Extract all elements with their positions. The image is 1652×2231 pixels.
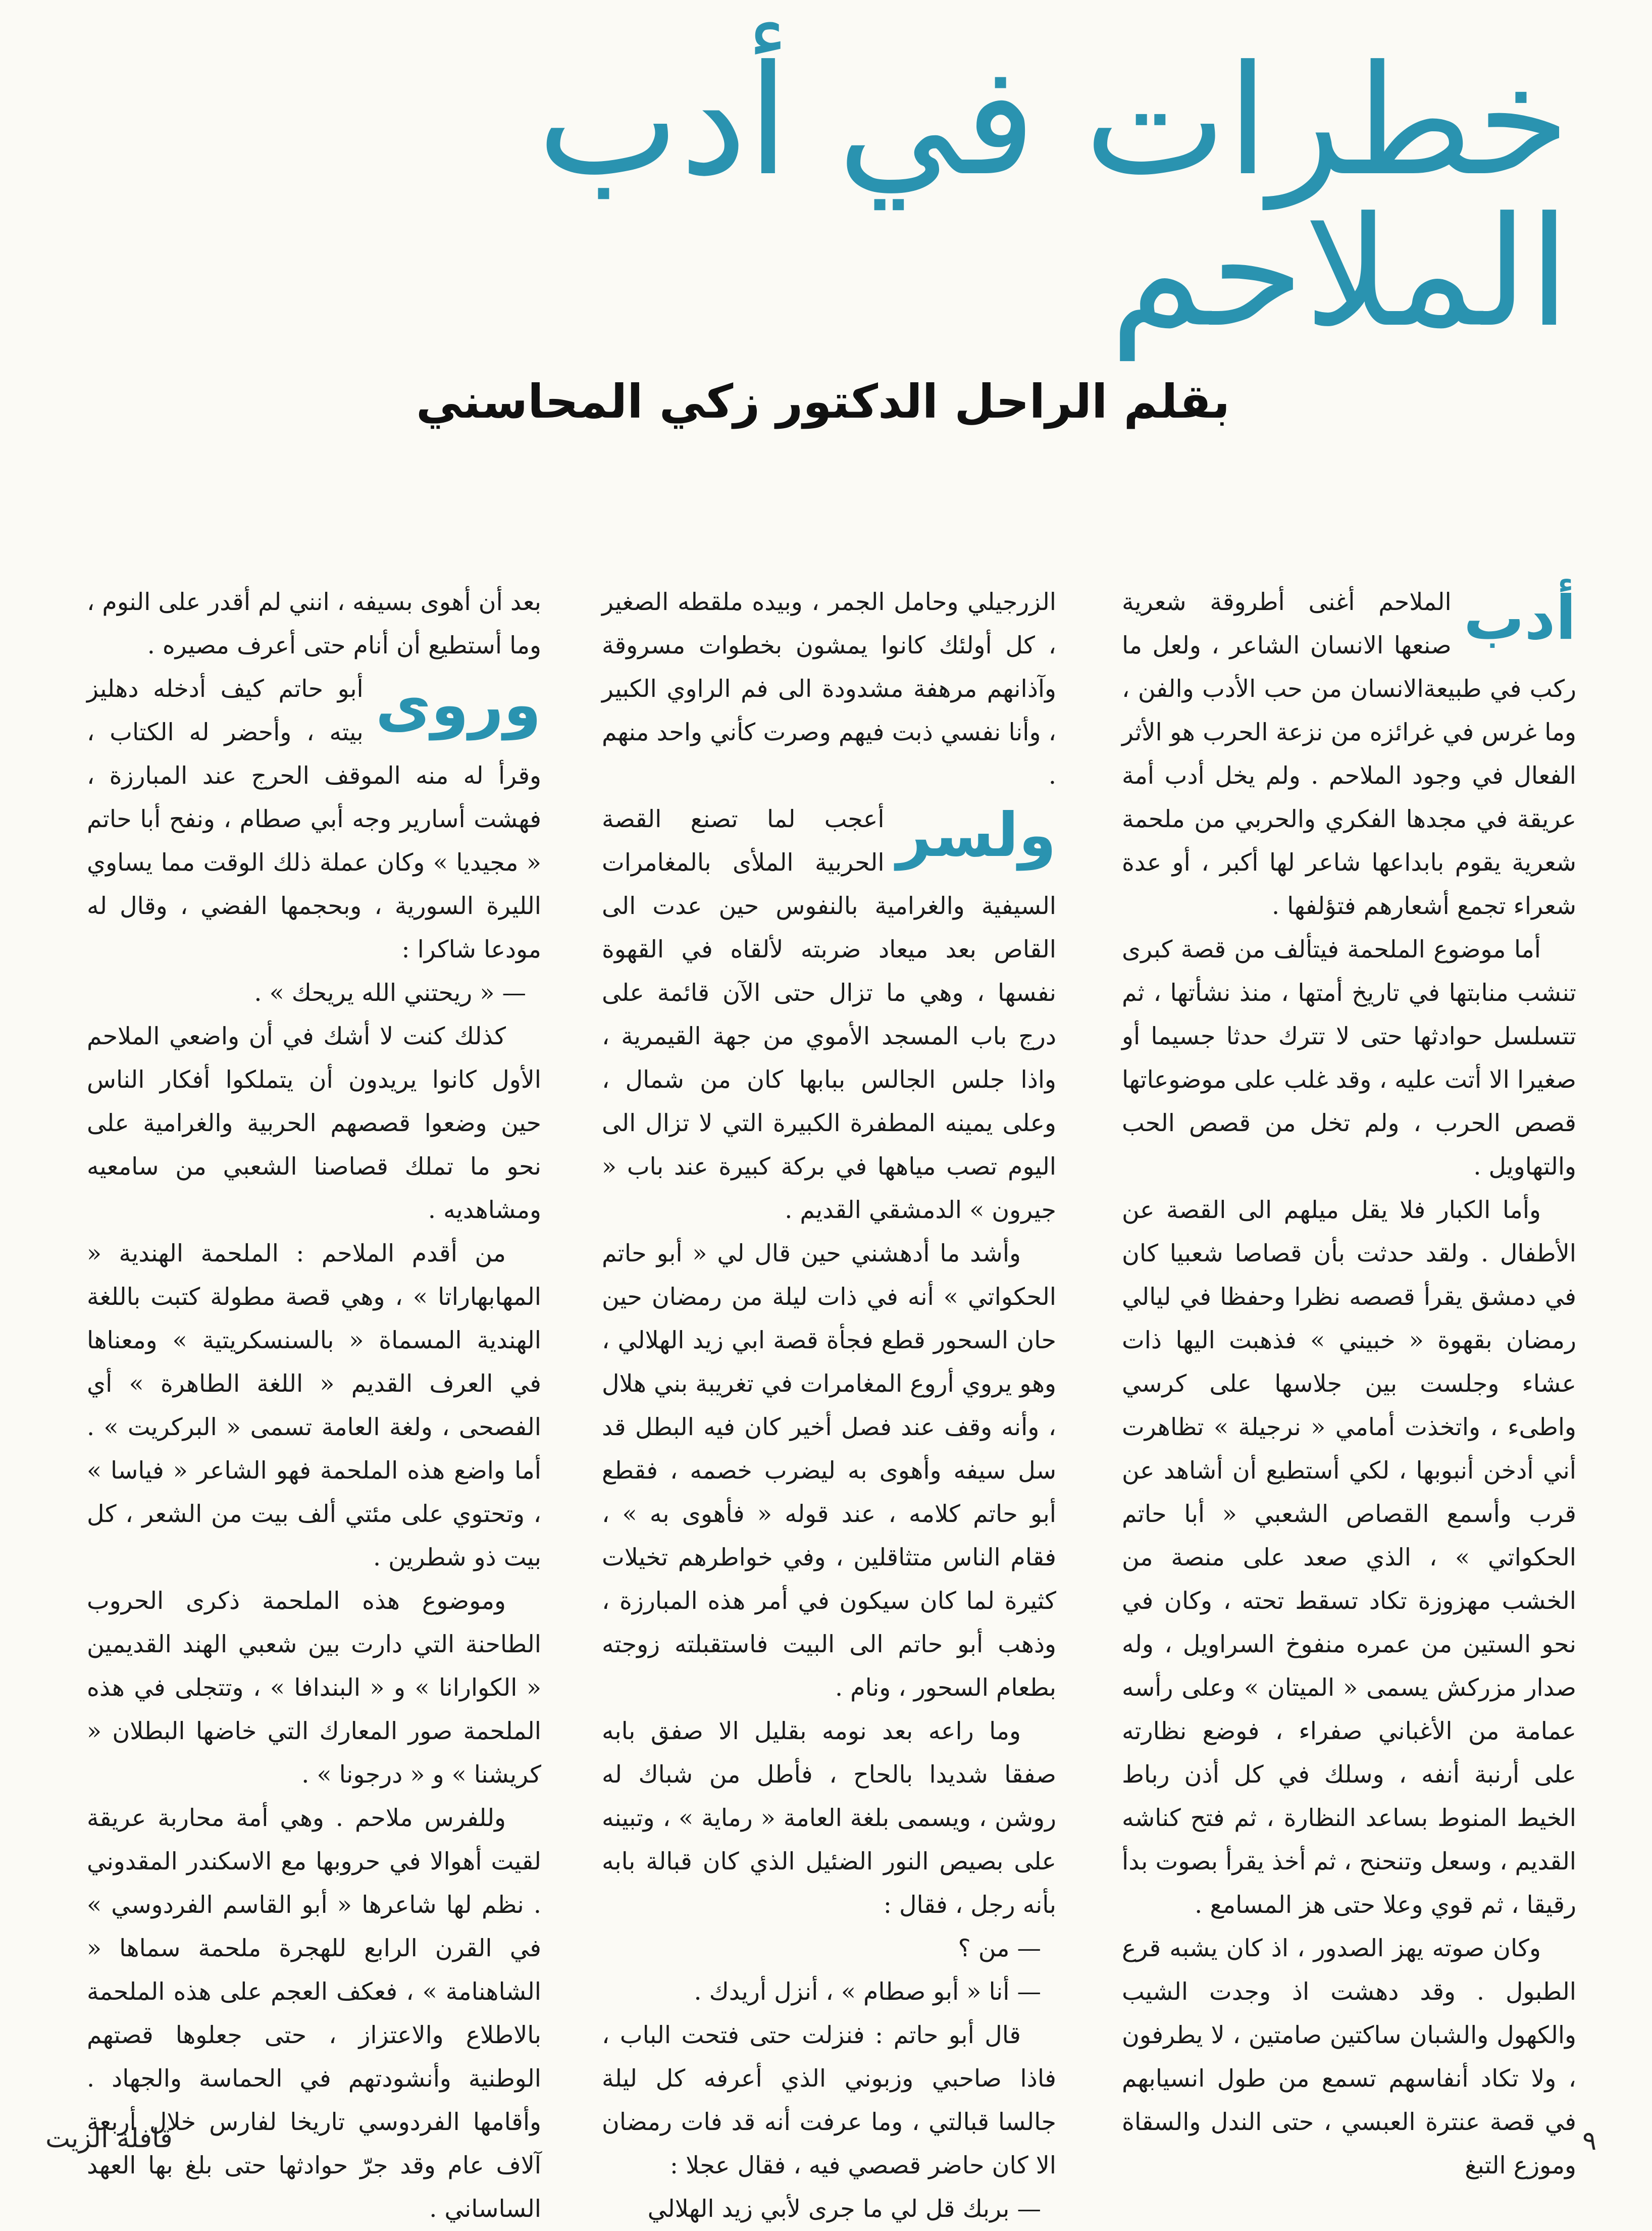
paragraph — [87, 1015, 541, 1232]
paragraph — [602, 2188, 1056, 2231]
paragraph — [87, 1797, 541, 2231]
paragraph-text: أبو حاتم كيف أدخله دهليز بيته ، وأحضر له الكتاب ، وقرأ له منه الموقف الحرج عند المبارزة ، فهشت أسارير وجه أبي صطام ، ونفح أبا حاتم « مجيديا » وكان عملة ذلك الوقت مما يساوي الليرة السورية ، وبحجمها الفضي ، وقال له مودعا شاكرا : — [87, 675, 541, 964]
paragraph-text: وكان صوته يهز الصدور ، اذ كان يشبه قرع الطبول . وقد دهشت اذ وجدت الشيب والكهول والشبان ساكتين صامتين ، لا يطرفون ، ولا تكاد أنفاسهم تسمع من طول انسيابهم في قصة عنترة العبسي ، حتى الندل والسقاة وموزع التبغ — [1122, 1935, 1576, 2179]
paragraph-text: الزرجيلي وحامل الجمر ، وبيده ملقطه الصغير ، كل أولئك كانوا يمشون بخطوات مسروقة وآذانهم مرهفة مشدودة الى فم الراوي الكبير ، وأنا نفسي ذبت فيهم وصرت كأني واحد منهم . — [602, 588, 1056, 790]
paragraph — [602, 2014, 1056, 2188]
paragraph — [87, 581, 541, 668]
paragraph-text: وأشد ما أدهشني حين قال لي « أبو حاتم الحكواتي » أنه في ذات ليلة من رمضان حين حان السحور قطع فجأة قصة ابي زيد الهلالي ، وهو يروي أروع المغامرات في تغريبة بني هلال ، وأنه وقف عند فصل أخير كان فيه البطل قد سل سيفه وأهوى به ليضرب خصمه ، فقطع أبو حاتم كلامه ، عند قوله « فأهوى به » ، فقام الناس متثاقلين ، وفي خواطرهم تخيلات كثيرة لما كان سيكون في أمر هذه المبارزة ، وذهب أبو حاتم الى البيت فاستقبلته زوجته بطعام السحور ، ونام . — [602, 1240, 1056, 1702]
paragraph — [1122, 1927, 1576, 2188]
paragraph — [87, 1580, 541, 1797]
paragraph — [602, 798, 1056, 1232]
paragraph-text: بعد أن أهوى بسيفه ، انني لم أقدر على النوم ، وما أستطيع أن أنام حتى أعرف مصيره . — [87, 588, 541, 660]
article-title: خطرات في أدب الملاحم — [537, 33, 1570, 361]
paragraph — [602, 1970, 1056, 2014]
paragraph-text: قال أبو حاتم : فنزلت حتى فتحت الباب ، فاذا صاحبي وزبوني الذي أعرفه كل ليلة جالسا قبالتي ، وما عرفت أنه قد فات رمضان الا كان حاضر قصصي فيه ، فقال عجلا : — [602, 2021, 1056, 2179]
paragraph — [87, 1232, 541, 1580]
paragraph — [1122, 581, 1576, 928]
paragraph-text: أما موضوع الملحمة فيتألف من قصة كبرى تنشب منابتها في تاريخ أمتها ، منذ نشأتها ، ثم تتسلسل حوادثها حتى لا تترك حدثا جسيما أو صغيرا الا أتت عليه ، وقد غلب على موضوعاتها قصص الحرب ، ولم تخل من قصص الحب والتهاويل . — [1122, 936, 1576, 1181]
paragraph-text: الملاحم أغنى أطروقة شعرية صنعها الانسان الشاعر ، ولعل ما ركب في طبيعةالانسان من حب الأدب والفن ، وما غرس في غرائزه من نزعة الحرب هو الأثر الفعال في وجود الملاحم . ولم يخل أدب أمة عريقة في مجدها الفكري والحربي من ملحمة شعرية يقوم بابداعها شاعر لها أكبر ، أو عدة شعراء تجمع أشعارهم فتؤلفها . — [1122, 588, 1576, 920]
paragraph — [602, 1927, 1056, 1970]
paragraph — [1122, 1189, 1576, 1927]
paragraph — [602, 1232, 1056, 1710]
paragraph-text: أعجب لما تصنع القصة الحربية الملأى بالمغامرات السيفية والغرامية بالنفوس حين عدت الى القاص بعد ميعاد ضربته لألقاه في القهوة نفسها ، وهي ما تزال حتى الآن قائمة على درج باب المسجد الأموي من جهة القيمرية ، واذا جلس الجالس ببابها كان من شمال ، وعلى يمينه المطفرة الكبيرة التي لا تزال الى اليوم تصب مياهها في بركة كبيرة عند باب « جيرون » الدمشقي القديم . — [602, 805, 1056, 1224]
page-number: ٩ — [1582, 2126, 1596, 2156]
magazine-name: قافلة الزيت — [45, 2123, 173, 2154]
paragraph-text: — من ؟ — [958, 1935, 1041, 1962]
column-2 — [602, 581, 1056, 2223]
paragraph-text: وموضوع هذه الملحمة ذكرى الحروب الطاحنة التي دارت بين شعبي الهند القديمين « الكوارانا » و « البندافا » ، وتتجلى في هذه الملحمة صور المعارك التي خاضها البطلان « كريشنا » و « درجونا » . — [87, 1587, 541, 1789]
paragraph — [602, 581, 1056, 798]
paragraph-text: كذلك كنت لا أشك في أن واضعي الملاحم الأول كانوا يريدون أن يتملكوا أفكار الناس حين وضعوا قصصهم الحربية والغرامية على نحو ما تملك قصاصنا الشعبي من سامعيه ومشاهديه . — [87, 1023, 541, 1224]
column-1 — [1122, 581, 1576, 2179]
drop-cap-word: أدب — [1463, 583, 1576, 653]
paragraph-text: — « ريحتني الله يريحك » . — [254, 979, 526, 1007]
paragraph-text: — أنا « أبو صطام » ، أنزل أريدك . — [694, 1978, 1041, 2006]
drop-cap-word: وروى — [375, 670, 541, 740]
paragraph-text: — بربك قل لي ما جرى لأبي زيد الهلالي — [647, 2195, 1041, 2223]
paragraph — [602, 1710, 1056, 1927]
paragraph-text: وما راعه بعد نومه بقليل الا صفق بابه صفقا شديدا بالحاح ، فأطل من شباك له روشن ، ويسمى بلغة العامة « رماية » ، وتبينه على بصيص النور الضئيل الذي كان قبالة بابه بأنه رجل ، فقال : — [602, 1717, 1056, 1919]
paragraph — [87, 972, 541, 1015]
drop-cap-word: ولسر — [896, 800, 1056, 871]
paragraph-text: وأما الكبار فلا يقل ميلهم الى القصة عن الأطفال . ولقد حدثت بأن قصاصا شعبيا كان في دمشق يقرأ قصصه نظرا وحفظا في ليالي رمضان بقهوة « خبيني » فذهبت اليها ذات عشاء وجلست بين جلاسها على كرسي واطىء ، واتخذت أمامي « نرجيلة » تظاهرت أني أدخن أنبوبها ، لكي أستطيع أن أشاهد عن قرب وأسمع القصاص الشعبي « أبا حاتم الحكواتي » ، الذي صعد على منصة من الخشب مهزوزة تكاد تسقط تحته ، وكان في نحو الستين من عمره منفوخ السراويل ، وله صدار مزركش يسمى « الميتان » وعلى رأسه عمامة من الأغباني صفراء ، فوضع نظارته على أرنبة أنفه ، وسلك في كل أذن رباط الخيط المنوط بساعد النظارة ، ثم فتح كناشه القديم ، وسعل وتنحنح ، ثم أخذ يقرأ بصوت بدأ رقيقا ، ثم قوي وعلا حتى هز المسامع . — [1122, 1196, 1576, 1919]
author-byline: بقلم الراحل الدكتور زكي المحاسني — [416, 374, 1230, 429]
paragraph-text: من أقدم الملاحم : الملحمة الهندية « المهابهاراتا » ، وهي قصة مطولة كتبت باللغة الهندية المسماة « بالسنسكريتية » ومعناها في العرف القديم « اللغة الطاهرة » أي الفصحى ، ولغة العامة تسمى « البركريت » . أما واضع هذه الملحمة فهو الشاعر « فياسا » ، وتحتوي على مئتي ألف بيت من الشعر ، كل بيت ذو شطرين . — [87, 1240, 541, 1571]
paragraph — [87, 668, 541, 972]
paragraph-text: وللفرس ملاحم . وهي أمة محاربة عريقة لقيت أهوالا في حروبها مع الاسكندر المقدوني . نظم لها شاعرها « أبو القاسم الفردوسي » في القرن الرابع للهجرة ملحمة سماها « الشاهنامة » ، فعكف العجم على هذه الملحمة بالاطلاع والاعتزاز ، حتى جعلوها قصتهم الوطنية وأنشودتهم في الحماسة والجهاد . وأقامها الفردوسي تاريخا لفارس خلال أربعة آلاف عام وقد جرّ حوادثها حتى بلغ بها العهد الساساني . — [87, 1804, 541, 2223]
paragraph — [1122, 928, 1576, 1189]
